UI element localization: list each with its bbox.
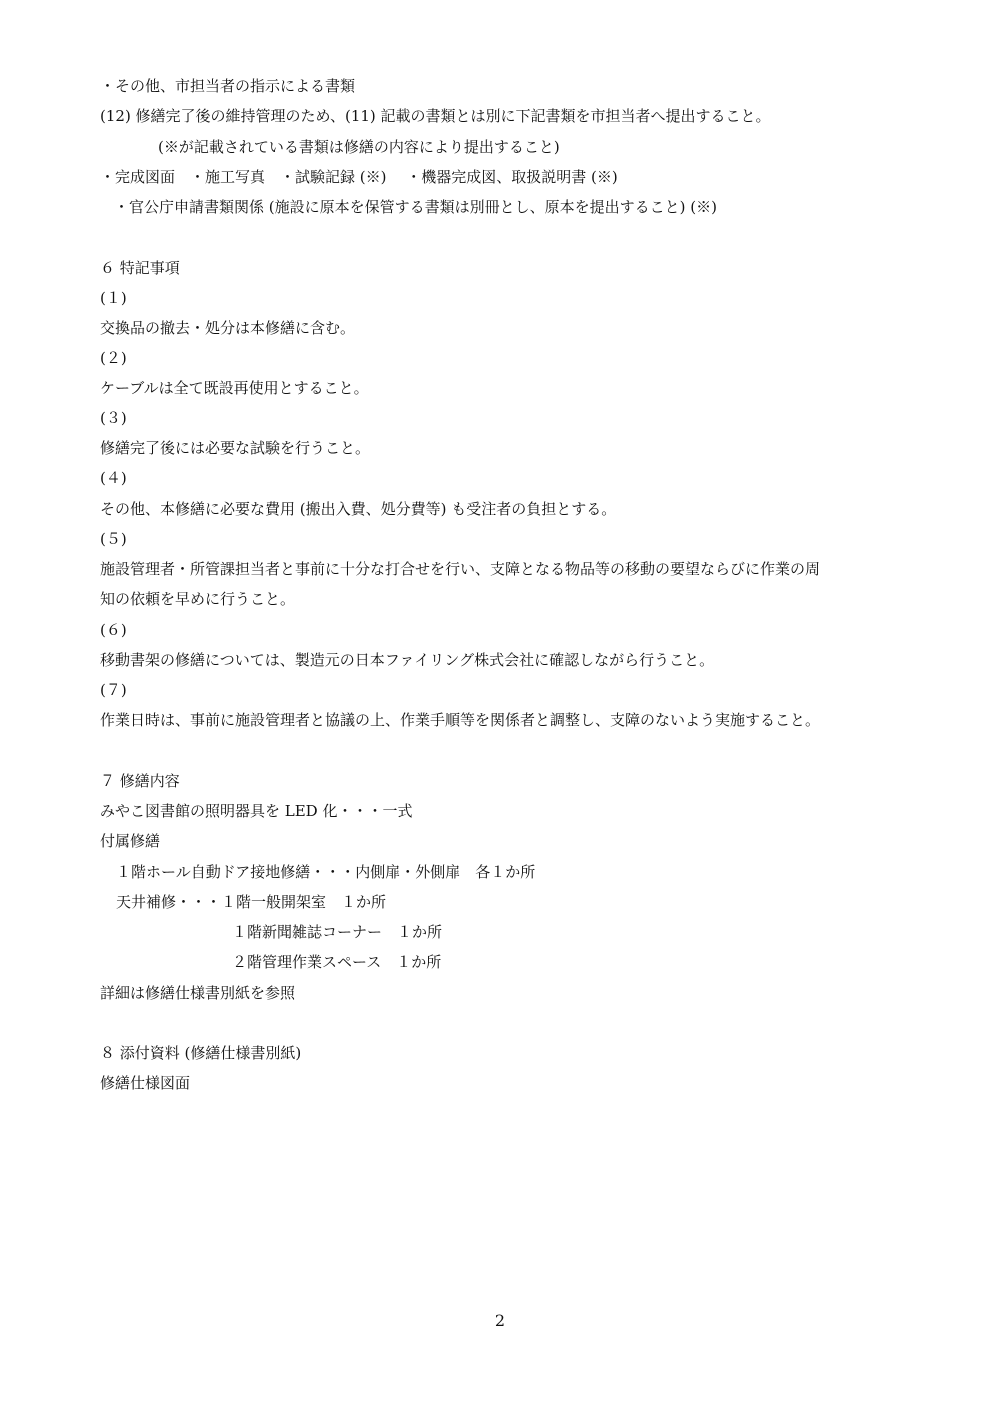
special-item-text-2: ケーブルは全て既設再使用とすること。: [100, 379, 369, 397]
section-7-heading: ７ 修繕内容: [100, 772, 180, 790]
documents-list-1: ・完成図面 ・施工写真 ・試験記録 (※) ・機器完成図、取扱説明書 (※): [100, 168, 618, 186]
special-item-text-5-continued: 知の依頼を早めに行うこと。: [100, 590, 296, 608]
special-item-number-7: (７): [100, 681, 127, 699]
ceiling-repair-1: 天井補修・・・１階一般開架室 １か所: [116, 893, 387, 911]
section-6-heading: ６ 特記事項: [100, 259, 180, 277]
special-item-number-4: (４): [100, 469, 127, 487]
repair-main-item: みやこ図書館の照明器具を LED 化・・・一式: [100, 802, 413, 820]
special-item-number-2: (２): [100, 349, 127, 367]
special-item-number-1: (１): [100, 289, 127, 307]
special-item-number-3: (３): [100, 409, 127, 427]
ceiling-repair-2: １階新聞雑誌コーナー １か所: [232, 923, 443, 941]
documents-list-2: ・官公庁申請書類関係 (施設に原本を保管する書類は別冊とし、原本を提出すること) (※): [114, 198, 717, 216]
special-item-text-4: その他、本修繕に必要な費用 (搬出入費、処分費等) も受注者の負担とする。: [100, 500, 617, 518]
other-documents-line: ・その他、市担当者の指示による書類: [100, 77, 356, 95]
section-8-heading: ８ 添付資料 (修繕仕様書別紙): [100, 1044, 302, 1062]
ancillary-repairs-heading: 付属修繕: [100, 832, 161, 850]
special-item-text-6: 移動書架の修繕については、製造元の日本ファイリング株式会社に確認しながら行うこと。: [100, 651, 715, 669]
special-item-text-7: 作業日時は、事前に施設管理者と協議の上、作業手順等を関係者と調整し、支障のないよう実施すること。: [100, 711, 821, 729]
item-12-line: (12) 修繕完了後の維持管理のため、(11) 記載の書類とは別に下記書類を市担当者へ提出すること。: [100, 107, 771, 125]
ceiling-repair-3: ２階管理作業スペース １か所: [232, 953, 442, 971]
submission-note: (※が記載されている書類は修繕の内容により提出すること): [158, 138, 560, 156]
special-item-number-5: (５): [100, 530, 127, 548]
auto-door-repair: １階ホール自動ドア接地修繕・・・内側扉・外側扉 各１か所: [116, 863, 536, 881]
special-item-text-3: 修繕完了後には必要な試験を行うこと。: [100, 439, 371, 457]
special-item-text-1: 交換品の撤去・処分は本修繕に含む。: [100, 319, 356, 337]
details-reference: 詳細は修繕仕様書別紙を参照: [100, 984, 296, 1002]
attachment-item: 修繕仕様図面: [100, 1074, 191, 1092]
special-item-text-5: 施設管理者・所管課担当者と事前に十分な打合せを行い、支障となる物品等の移動の要望ならびに作業の周: [100, 560, 821, 578]
special-item-number-6: (６): [100, 621, 127, 639]
page-number: 2: [494, 1311, 506, 1330]
